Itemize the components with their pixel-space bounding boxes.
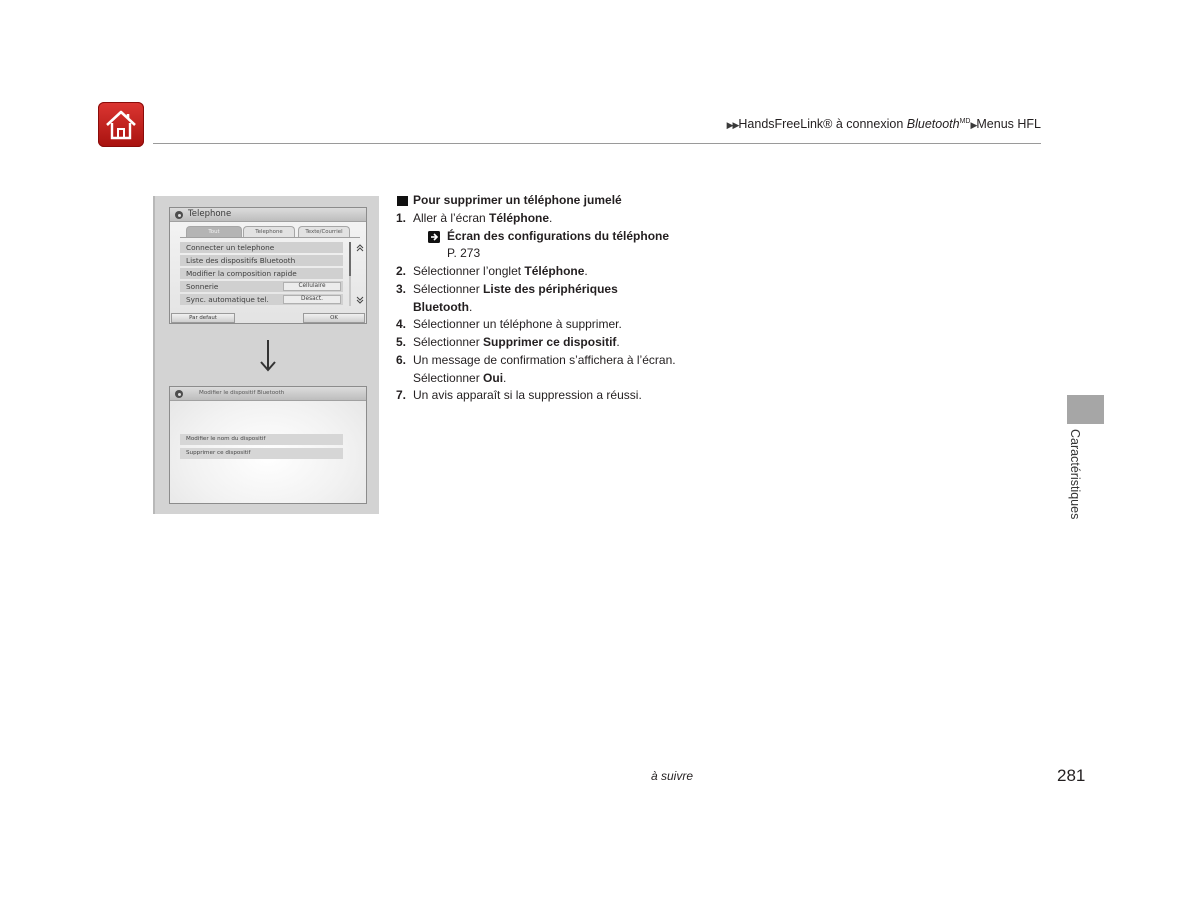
header-divider bbox=[153, 143, 1041, 144]
step-text-bold: Téléphone bbox=[489, 210, 550, 225]
breadcrumb-section-italic: Bluetooth bbox=[906, 117, 960, 131]
step-number: 1. bbox=[396, 210, 407, 225]
tab-texte-courriel: Texte/Courriel bbox=[298, 226, 350, 237]
list-item-label: Modifier la composition rapide bbox=[186, 269, 297, 278]
step-number: 7. bbox=[396, 388, 407, 403]
breadcrumb-arrow-icon: ▶▶ bbox=[726, 121, 739, 131]
page-reference-link[interactable]: P. 273 bbox=[447, 246, 481, 261]
step-7 bbox=[396, 387, 696, 405]
ok-button: OK bbox=[303, 313, 365, 323]
double-chevron-down-icon bbox=[356, 296, 364, 304]
step-4 bbox=[396, 316, 696, 334]
step-text-pre: Sélectionner l’onglet bbox=[413, 264, 525, 278]
step-text bbox=[413, 210, 552, 228]
page-number: 281 bbox=[1057, 766, 1086, 785]
square-bullet-icon bbox=[397, 196, 408, 206]
step-text-bold: Liste des périphériques bbox=[483, 281, 618, 296]
list-item: Supprimer ce dispositif bbox=[180, 448, 343, 459]
step-number: 5. bbox=[396, 335, 407, 349]
telephone-screen bbox=[169, 207, 367, 324]
screen-title: Modifier le dispositif Bluetooth bbox=[199, 390, 285, 396]
step-text-bold: Téléphone bbox=[524, 264, 585, 278]
chapter-tab-marker[interactable] bbox=[1067, 395, 1104, 424]
list-item: Modifier le nom du dispositif bbox=[180, 434, 343, 445]
step-text-bold: Bluetooth bbox=[413, 299, 469, 314]
list-item bbox=[180, 281, 343, 292]
step-5 bbox=[396, 334, 696, 352]
list-item-label: Sonnerie bbox=[186, 282, 219, 291]
step-text-post: . bbox=[469, 299, 473, 314]
step-text-post: . bbox=[616, 335, 620, 349]
step-text bbox=[413, 334, 620, 352]
step-text-post: . bbox=[584, 264, 588, 278]
screenshot-figure bbox=[153, 196, 379, 514]
instructions bbox=[396, 192, 696, 405]
step-number: 2. bbox=[396, 264, 407, 278]
step-text-bold: Supprimer ce dispositif bbox=[483, 335, 617, 349]
step-text-pre: Sélectionner bbox=[413, 370, 484, 385]
step-text bbox=[413, 263, 588, 281]
circle-button-icon bbox=[175, 211, 183, 219]
step-text-bold: Oui bbox=[483, 370, 504, 385]
breadcrumb-link-menus-hfl[interactable]: Menus HFL bbox=[976, 117, 1041, 131]
list-item bbox=[180, 255, 343, 266]
scrollbar bbox=[349, 242, 351, 306]
step-number: 3. bbox=[396, 281, 407, 296]
arrow-right-box-icon bbox=[428, 231, 440, 243]
double-chevron-up-icon bbox=[356, 244, 364, 252]
scrollbar-thumb bbox=[349, 242, 351, 276]
tab-telephone: Telephone bbox=[243, 226, 295, 237]
step-text: Un avis apparaît si la suppression a réussi. bbox=[413, 388, 642, 403]
step-text-post: . bbox=[503, 370, 507, 385]
home-icon[interactable] bbox=[98, 102, 144, 147]
tab-divider bbox=[180, 237, 360, 238]
list-item-label: Connecter un telephone bbox=[186, 243, 275, 252]
step-text bbox=[413, 281, 618, 299]
breadcrumb-section-text: HandsFreeLink® à connexion bbox=[738, 117, 907, 131]
tab-tout: Tout bbox=[186, 226, 242, 237]
screen-title: Telephone bbox=[188, 209, 232, 219]
step-1-reference bbox=[396, 228, 696, 246]
step-1 bbox=[396, 210, 696, 228]
step-number: 4. bbox=[396, 317, 407, 332]
screen-title-bar bbox=[170, 208, 366, 222]
default-button: Par defaut bbox=[171, 313, 235, 323]
breadcrumb bbox=[727, 116, 1041, 134]
breadcrumb-separator-icon: ▶ bbox=[970, 121, 977, 131]
step-text: Sélectionner un téléphone à supprimer. bbox=[413, 317, 622, 332]
step-3-continued bbox=[396, 299, 696, 317]
list-item-value: Desact. bbox=[283, 295, 341, 304]
list-item bbox=[180, 242, 343, 253]
step-text bbox=[413, 370, 506, 388]
section-heading bbox=[396, 192, 696, 210]
section-title: Pour supprimer un téléphone jumelé bbox=[413, 193, 622, 207]
step-6 bbox=[396, 352, 696, 370]
bluetooth-device-screen bbox=[169, 386, 367, 504]
step-text-pre: Sélectionner bbox=[413, 335, 484, 349]
step-3 bbox=[396, 281, 696, 299]
continued-note: à suivre bbox=[651, 769, 694, 783]
step-1-reference-page bbox=[396, 245, 696, 263]
step-2 bbox=[396, 263, 696, 281]
step-text-pre: Sélectionner bbox=[413, 281, 484, 296]
screen-title-bar bbox=[170, 387, 366, 401]
step-6-continued bbox=[396, 370, 696, 388]
breadcrumb-link-handsfreelink[interactable] bbox=[738, 117, 970, 131]
step-text bbox=[413, 299, 472, 317]
step-number: 6. bbox=[396, 352, 407, 367]
step-text-post: . bbox=[549, 210, 553, 225]
list-item bbox=[180, 268, 343, 279]
list-item-label: Liste des dispositifs Bluetooth bbox=[186, 256, 296, 265]
breadcrumb-section-sup: MD bbox=[959, 118, 971, 125]
down-arrow-icon bbox=[258, 339, 278, 373]
step-text: Un message de confirmation s’affichera à l’écran. bbox=[413, 352, 676, 367]
chapter-tab-label: Caractéristiques bbox=[1068, 429, 1082, 520]
list-item-value: Cellulaire bbox=[283, 282, 341, 291]
list-item bbox=[180, 294, 343, 305]
circle-button-icon bbox=[175, 390, 183, 398]
list-item-label: Sync. automatique tel. bbox=[186, 295, 269, 304]
step-text-pre: Aller à l’écran bbox=[413, 210, 490, 225]
reference-title: Écran des configurations du téléphone bbox=[447, 228, 670, 243]
